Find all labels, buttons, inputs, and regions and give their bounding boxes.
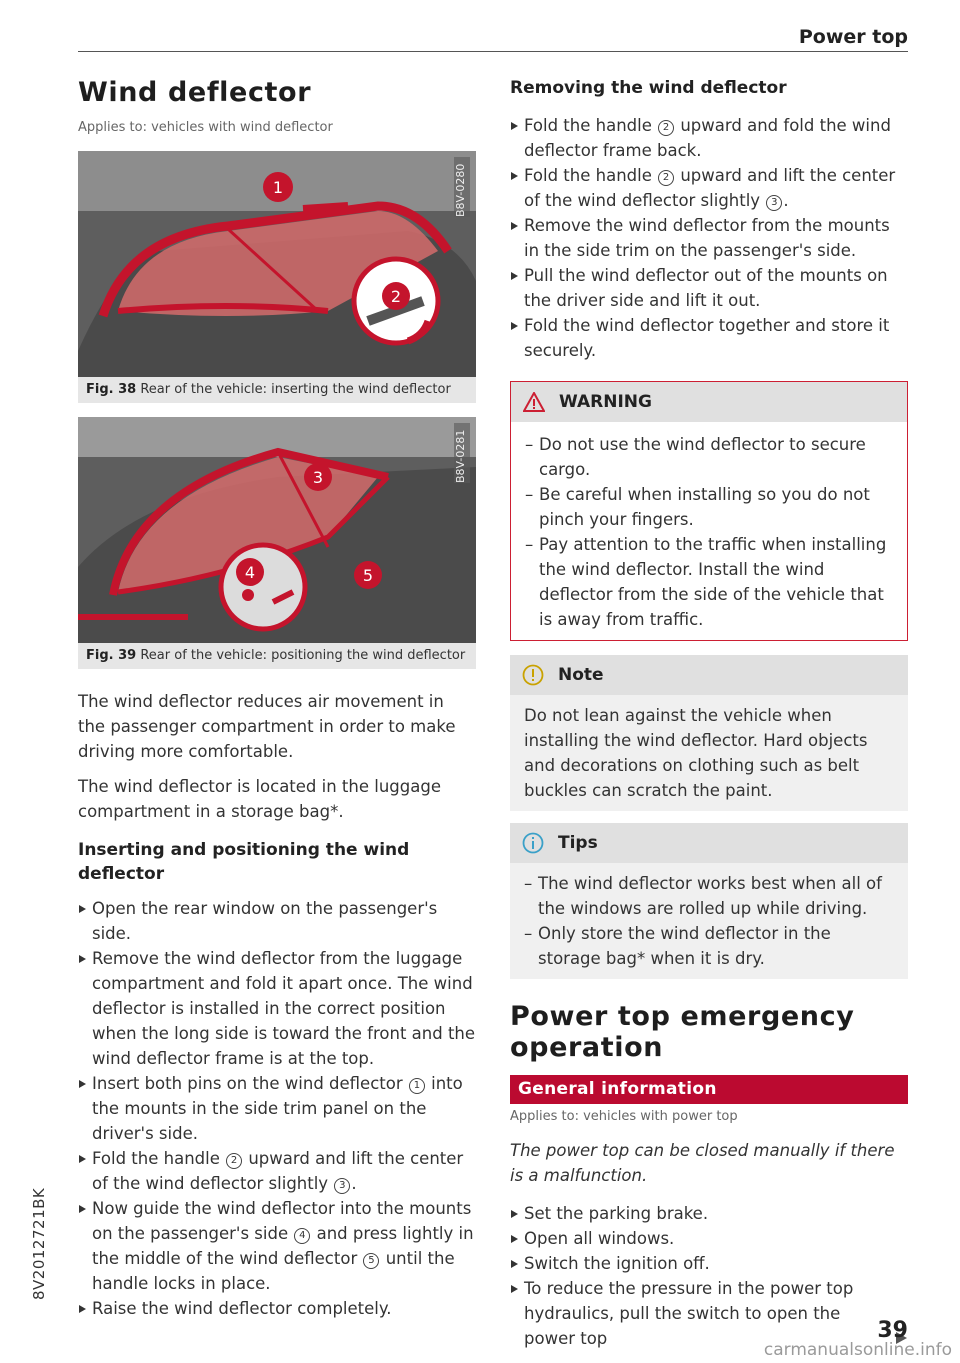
marker-5: 5: [363, 1253, 379, 1269]
figure-38-code: B8V-0280: [454, 157, 470, 217]
exclamation-circle-icon: [522, 664, 544, 686]
figure-39-caption: [78, 643, 476, 669]
header-title: Power top: [798, 26, 908, 48]
section-heading-power-top-emergency: Power top emergency operation: [510, 1001, 855, 1063]
marker-1: 1: [409, 1078, 425, 1094]
wind-deflector-insert-illustration: [78, 151, 476, 377]
note-title: Note: [558, 665, 604, 685]
figure-38-caption: [78, 377, 476, 403]
tips-title: Tips: [558, 833, 598, 853]
marker-2: 2: [226, 1153, 242, 1169]
watermark: carmanualsonline.info: [763, 1340, 952, 1360]
list-item: Remove the wind deflector from the luggage compartment and fold it apart once. The wind deflector is installed in the correct position when the long side is toward the front and the wind deflector frame is at the top.: [78, 946, 476, 1071]
figure-38-text: Rear of the vehicle: inserting the wind deflector: [140, 382, 451, 397]
list-item: Switch the ignition off.: [510, 1251, 908, 1276]
side-document-code: 8V2012721BK: [30, 1187, 48, 1300]
storage-paragraph: The wind deflector is located in the luggage compartment in a storage bag*.: [78, 777, 441, 821]
list-item: – Do not use the wind deflector to secure cargo.: [511, 432, 893, 482]
emergency-steps-list: [510, 1201, 908, 1351]
warning-header: [511, 382, 907, 422]
info-circle-icon: [522, 832, 544, 854]
list-item: Fold the handle 2 upward and lift the center of the wind deflector slightly 3 .: [510, 163, 908, 213]
figure-marker-3: 3: [312, 468, 324, 487]
tips-box: [510, 823, 908, 979]
figure-39-image: [78, 417, 476, 643]
figure-marker-2: 2: [390, 287, 402, 306]
list-item: Remove the wind deflector from the mounts in the side trim on the passenger's side.: [510, 213, 908, 263]
list-item: Insert both pins on the wind deflector 1 into the mounts in the side trim panel on the driver's side.: [78, 1071, 476, 1146]
header-rule: [78, 51, 908, 52]
list-item: Fold the handle 2 upward and lift the center of the wind deflector slightly 3 .: [78, 1146, 476, 1196]
marker-2: 2: [658, 170, 674, 186]
warning-title: WARNING: [559, 392, 652, 412]
emergency-intro: The power top can be closed manually if there is a malfunction.: [510, 1141, 895, 1185]
figure-marker-4: 4: [244, 563, 256, 582]
figure-39-text: Rear of the vehicle: positioning the wind deflector: [140, 648, 466, 663]
figure-marker-1: 1: [272, 178, 284, 197]
list-item: Open all windows.: [510, 1226, 908, 1251]
marker-3: 3: [766, 195, 782, 211]
tips-list: [510, 871, 894, 971]
left-column: [78, 72, 476, 1321]
subheading-inserting: Inserting and positioning the wind deflector: [78, 840, 410, 884]
subheading-removing: Removing the wind deflector: [510, 78, 787, 98]
intro-paragraph: The wind deflector reduces air movement in the passenger compartment in order to make driving more comfortable.: [78, 692, 456, 761]
warning-box: [510, 381, 908, 641]
figure-39-label: Fig. 39: [86, 648, 137, 663]
marker-2: 2: [658, 120, 674, 136]
list-item: – Pay attention to the traffic when installing the wind deflector. Install the wind deflector from the side of the vehicle that is away from traffic.: [511, 532, 893, 632]
section-heading-wind-deflector: Wind deflector: [78, 77, 312, 108]
applies-to-power-top: Applies to: vehicles with power top: [510, 1109, 738, 1124]
marker-4: 4: [294, 1228, 310, 1244]
marker-3: 3: [334, 1178, 350, 1194]
note-header: [510, 655, 908, 695]
figure-38-label: Fig. 38: [86, 382, 137, 397]
wind-deflector-position-illustration: [78, 417, 476, 643]
list-item: Now guide the wind deflector into the mounts on the passenger's side 4 and press lightly in the middle of the wind deflector 5 until the handle locks in place.: [78, 1196, 476, 1296]
list-item: – Only store the wind deflector in the storage bag* when it is dry.: [510, 921, 894, 971]
page-number: 39: [877, 1318, 908, 1343]
list-item: To reduce the pressure in the power top hydraulics, pull the switch to open the power top: [510, 1276, 908, 1351]
list-item: Pull the wind deflector out of the mounts on the driver side and lift it out.: [510, 263, 908, 313]
figure-39-code: B8V-0281: [454, 423, 470, 483]
applies-to-text: Applies to: vehicles with wind deflector: [78, 120, 333, 135]
right-column: [510, 72, 908, 1351]
warning-triangle-icon: [523, 392, 545, 412]
figure-marker-5: 5: [362, 566, 374, 585]
list-item: Open the rear window on the passenger's side.: [78, 896, 476, 946]
note-text: Do not lean against the vehicle when installing the wind deflector. Hard objects and decorations on clothing such as belt buckles can scratch the paint.: [524, 706, 868, 800]
list-item: – The wind deflector works best when all of the windows are rolled up while driving.: [510, 871, 894, 921]
warning-list: [511, 432, 893, 632]
tips-header: [510, 823, 908, 863]
list-item: – Be careful when installing so you do not pinch your fingers.: [511, 482, 893, 532]
inserting-steps-list: [78, 896, 476, 1321]
general-information-bar: General information: [510, 1075, 908, 1104]
list-item: Set the parking brake.: [510, 1201, 908, 1226]
list-item: Raise the wind deflector completely.: [78, 1296, 476, 1321]
removing-steps-list: [510, 113, 908, 363]
list-item: Fold the wind deflector together and store it securely.: [510, 313, 908, 363]
list-item: Fold the handle 2 upward and fold the wind deflector frame back.: [510, 113, 908, 163]
figure-38-image: [78, 151, 476, 377]
note-box: [510, 655, 908, 811]
